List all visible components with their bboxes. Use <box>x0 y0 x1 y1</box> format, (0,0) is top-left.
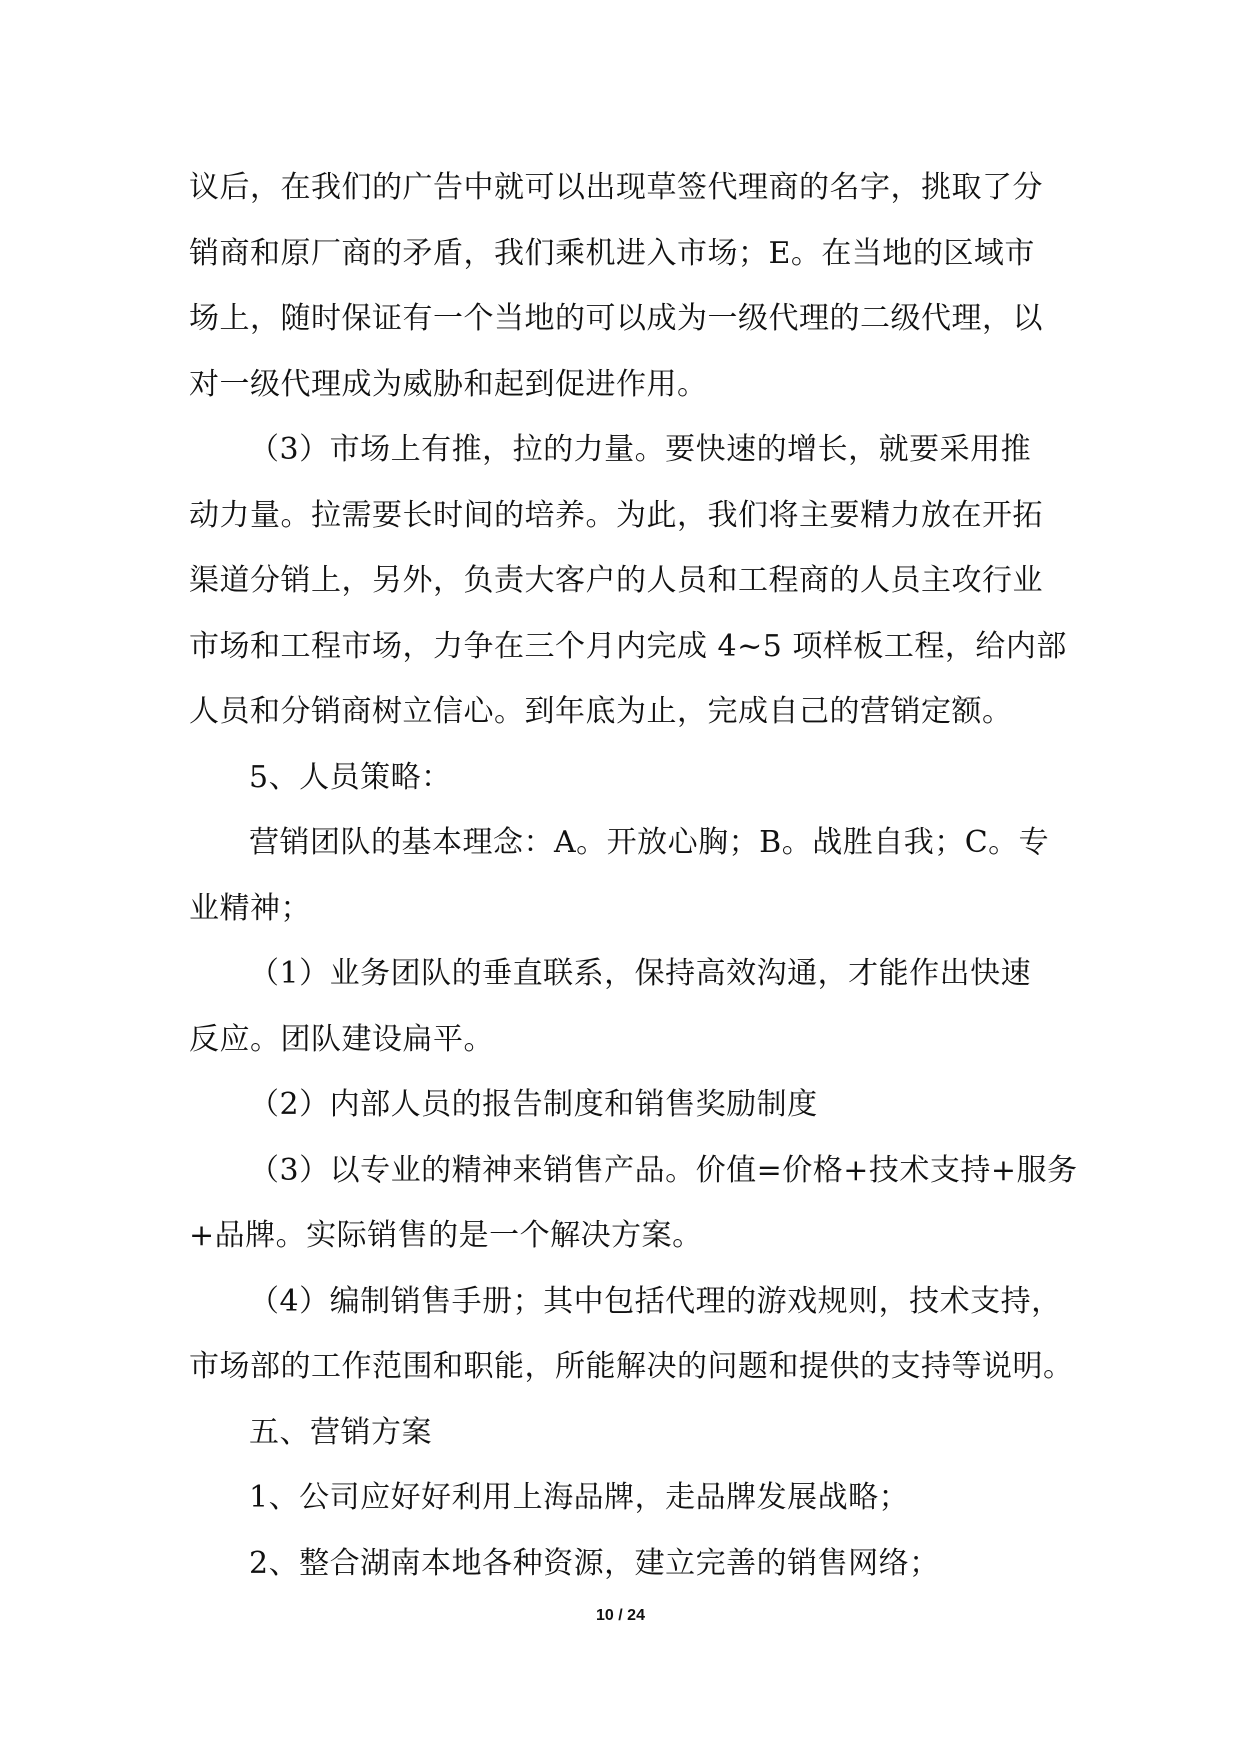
text-line: 销商和原厂商的矛盾，我们乘机进入市场；E。在当地的区域市 <box>189 235 1035 271</box>
text-line: 1、公司应好好利用上海品牌，走品牌发展战略； <box>249 1480 910 1515</box>
text-line: （3）以专业的精神来销售产品。价值=价格+技术支持+服务 <box>249 1152 1078 1188</box>
text-line: 场上，随时保证有一个当地的可以成为一级代理的二级代理，以 <box>189 301 1043 336</box>
paragraph-item-2 <box>189 1072 1059 1138</box>
paragraph-continuation <box>189 155 1059 417</box>
text-line: （2）内部人员的报告制度和销售奖励制度 <box>249 1087 818 1122</box>
text-line: 反应。团队建设扁平。 <box>189 1021 494 1057</box>
paragraph-plan-1 <box>189 1465 1059 1531</box>
heading-marketing-plan <box>189 1400 1059 1466</box>
paragraph-item-1 <box>189 941 1059 1072</box>
text-line: 5、人员策略： <box>249 759 452 795</box>
text-line: 营销团队的基本理念：A。开放心胸；B。战胜自我；C。专 <box>249 825 1050 860</box>
heading-personnel-strategy <box>189 745 1059 811</box>
paragraph-team-concept <box>189 810 1059 941</box>
text-line: 2、整合湖南本地各种资源，建立完善的销售网络； <box>249 1545 940 1581</box>
text-line: 对一级代理成为威胁和起到促进作用。 <box>189 366 708 402</box>
text-line: 市场和工程市场，力争在三个月内完成 4~5 项样板工程，给内部 <box>189 628 1067 664</box>
text-line: +品牌。实际销售的是一个解决方案。 <box>189 1218 703 1253</box>
text-line: 动力量。拉需要长时间的培养。为此，我们将主要精力放在开拓 <box>189 497 1043 533</box>
text-line: 五、营销方案 <box>249 1414 432 1450</box>
text-line: 市场部的工作范围和职能，所能解决的问题和提供的支持等说明。 <box>189 1349 1074 1384</box>
paragraph-item-3 <box>189 1138 1078 1269</box>
paragraph-item-4 <box>189 1269 1074 1400</box>
text-line: （3）市场上有推，拉的力量。要快速的增长，就要采用推 <box>249 432 1032 467</box>
text-line: （4）编制销售手册；其中包括代理的游戏规则，技术支持， <box>249 1283 1062 1319</box>
page-number: 10 / 24 <box>596 1607 645 1624</box>
paragraph-plan-2 <box>189 1531 1059 1597</box>
paragraph-push-pull <box>189 417 1067 745</box>
text-line: 议后，在我们的广告中就可以出现草签代理商的名字，挑取了分 <box>189 170 1043 205</box>
text-line: （1）业务团队的垂直联系，保持高效沟通，才能作出快速 <box>249 956 1032 991</box>
document-body <box>189 155 1078 1596</box>
text-line: 人员和分销商树立信心。到年底为止，完成自己的营销定额。 <box>189 694 1013 729</box>
text-line: 渠道分销上，另外，负责大客户的人员和工程商的人员主攻行业 <box>189 563 1043 598</box>
text-line: 业精神； <box>189 890 311 926</box>
